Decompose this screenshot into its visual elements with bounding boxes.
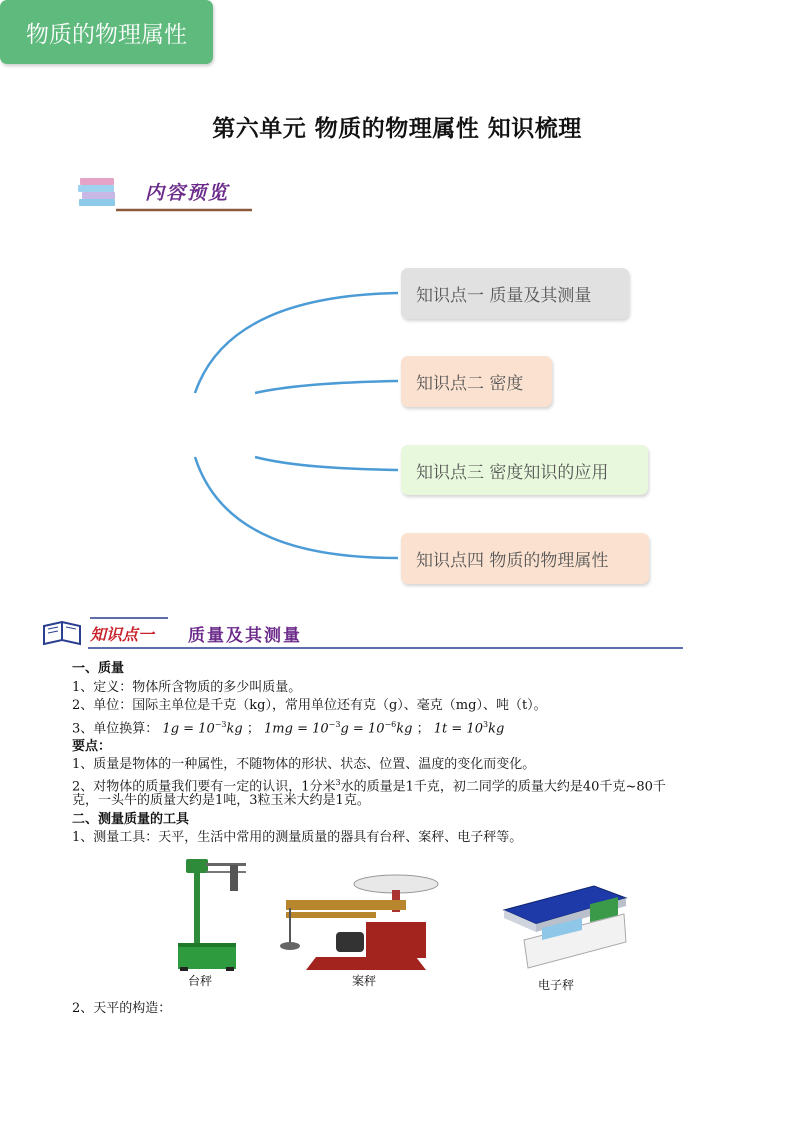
key-point-1: 1、质量是物体的一种属性，不随物体的形状、状态、位置、温度的变化而变化。	[72, 757, 536, 772]
separator-1: ；	[246, 721, 260, 737]
electronic-scale-image	[494, 880, 630, 972]
section-label: 知识点一	[90, 625, 155, 644]
mindmap-node-2: 知识点二 密度	[401, 356, 552, 407]
key-point-2-exp: 3	[335, 778, 341, 787]
key-point-2a: 2、对物体的质量我们要有一定的认识，1分米	[72, 779, 336, 795]
counter-scale-image	[276, 862, 442, 972]
conversion-1: 1g = 10	[162, 721, 215, 737]
conversion-3: 1t = 10	[433, 721, 483, 737]
conversion-prefix: 3、单位换算：	[72, 721, 159, 737]
branch-4	[195, 457, 398, 558]
page-title: 第六单元 物质的物理属性 知识梳理	[212, 116, 582, 142]
conversion-3-unit: kg	[488, 721, 505, 737]
conversion-2-exp2: −6	[384, 720, 397, 729]
mindmap-center-node: 物质的物理属性	[0, 0, 213, 64]
unit-text: 2、单位：国际主单位是千克（kg），常用单位还有克（g）、毫克（mg）、吨（t）。	[72, 698, 547, 713]
separator-2: ；	[416, 721, 430, 737]
tools-text: 1、测量工具：天平，生活中常用的测量质量的器具有台秤、案秤、电子秤等。	[72, 830, 523, 845]
conversion-2-mid: g = 10	[340, 721, 385, 737]
balance-structure-text: 2、天平的构造：	[72, 1001, 172, 1016]
open-book-icon	[44, 622, 80, 644]
branch-2	[255, 381, 398, 393]
heading-tools: 二、测量质量的工具	[72, 812, 190, 827]
conversion-2-unit: kg	[396, 721, 413, 737]
conversion-2-exp: −3	[328, 720, 341, 729]
branch-1	[195, 293, 398, 393]
conversion-1-exp: −3	[214, 720, 227, 729]
key-point-2-cont: 克，一头牛的质量大约是1吨，3粒玉米大约是1克。	[72, 793, 370, 808]
branch-3	[255, 457, 398, 470]
caption-platform-scale: 台秤	[188, 974, 213, 988]
mindmap-node-4: 知识点四 物质的物理属性	[401, 533, 649, 584]
key-points-heading: 要点：	[72, 739, 112, 754]
platform-scale-image	[172, 855, 252, 973]
section-title: 质量及其测量	[188, 626, 302, 646]
mindmap-node-1: 知识点一 质量及其测量	[401, 268, 629, 319]
caption-electronic-scale: 电子秤	[538, 978, 575, 992]
conversion-2: 1mg = 10	[264, 721, 329, 737]
mindmap-node-3: 知识点三 密度知识的应用	[401, 445, 648, 495]
heading-mass: 一、质量	[72, 661, 125, 676]
key-point-2b: 水的质量是1千克，初二同学的质量大约是40千克~80千	[340, 779, 666, 795]
conversion-1-unit: kg	[226, 721, 243, 737]
definition-text: 1、定义：物体所含物质的多少叫质量。	[72, 680, 302, 695]
conversion-text	[72, 716, 504, 738]
caption-counter-scale: 案秤	[352, 974, 377, 988]
overview-label: 内容预览	[145, 182, 230, 204]
conversion-3-exp: 3	[482, 720, 489, 729]
